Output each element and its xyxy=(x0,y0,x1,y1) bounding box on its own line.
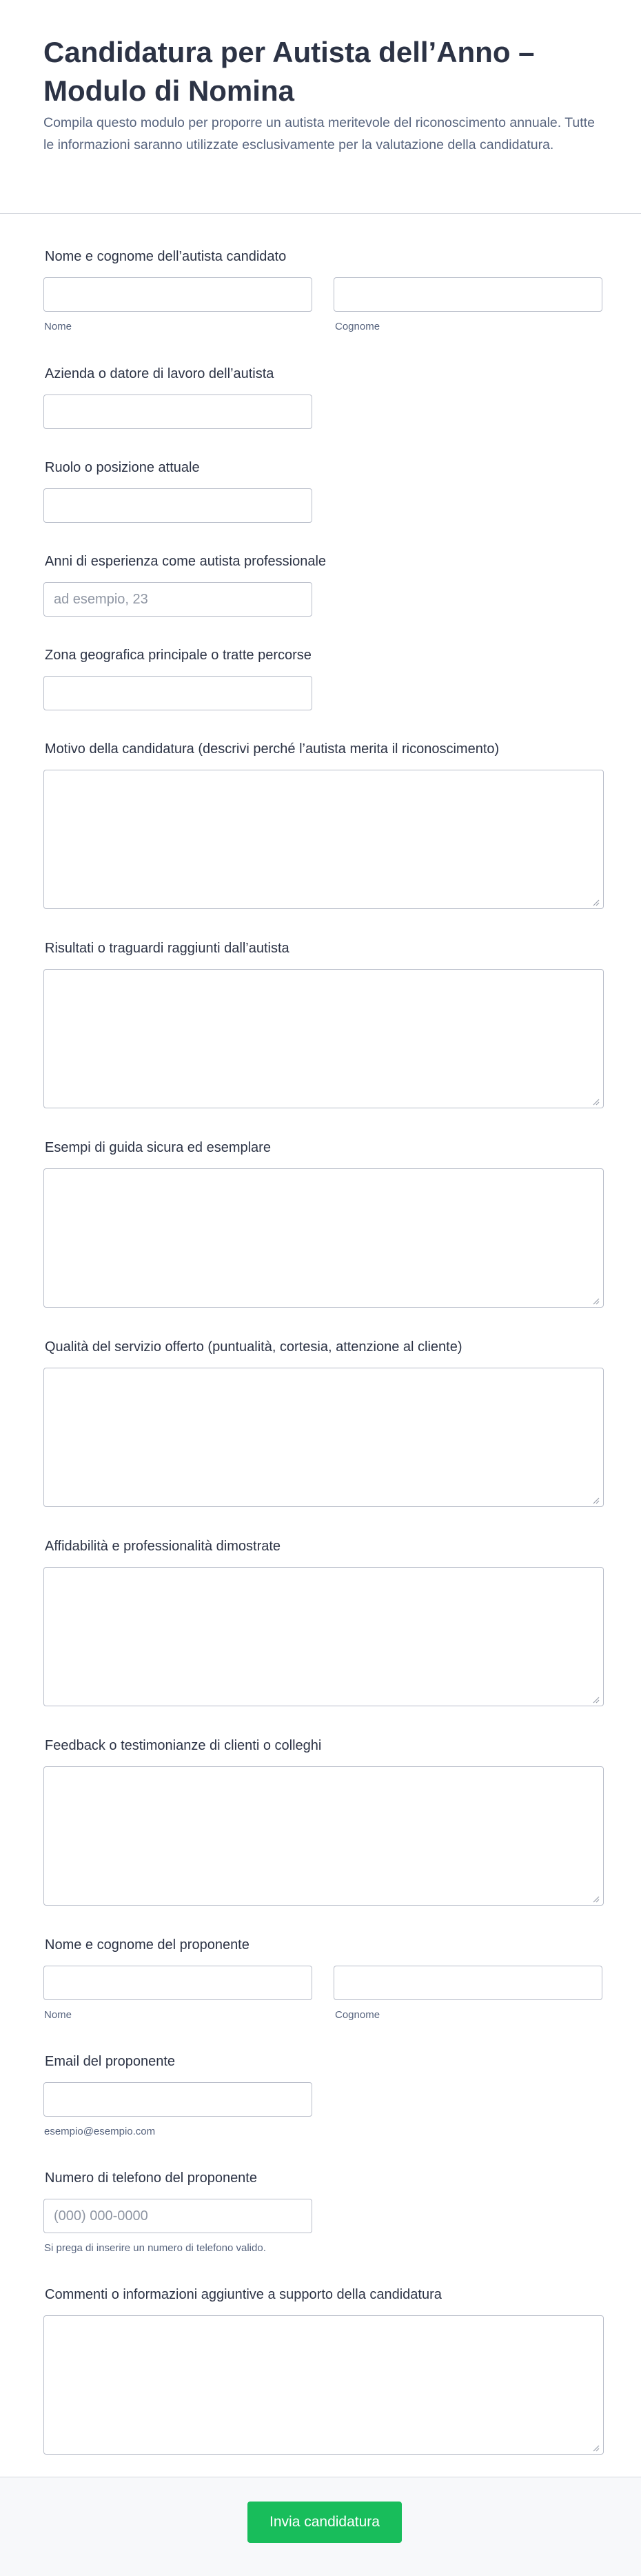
resize-handle-icon[interactable] xyxy=(591,1695,600,1704)
driver-last-name-input[interactable] xyxy=(334,277,602,312)
reliability-textarea[interactable] xyxy=(43,1567,604,1706)
experience-input[interactable] xyxy=(43,582,312,617)
motivation-textarea[interactable] xyxy=(43,770,604,909)
resize-handle-icon[interactable] xyxy=(591,1297,600,1305)
submit-button[interactable]: Invia candidatura xyxy=(247,2502,402,2543)
company-label: Azienda o datore di lavoro dell’autista xyxy=(45,366,274,381)
reliability-label: Affidabilità e professionalità dimostrate xyxy=(45,1539,281,1554)
safe-driving-textarea[interactable] xyxy=(43,1168,604,1308)
proposer-email-sublabel: esempio@esempio.com xyxy=(44,2126,156,2137)
proposer-first-name-input[interactable] xyxy=(43,1966,312,2000)
feedback-label: Feedback o testimonianze di clienti o colleghi xyxy=(45,1738,322,1753)
driver-last-name-sublabel: Cognome xyxy=(335,321,380,332)
resize-handle-icon[interactable] xyxy=(591,1097,600,1106)
proposer-phone-label: Numero di telefono del proponente xyxy=(45,2170,257,2186)
driver-first-name-input[interactable] xyxy=(43,277,312,312)
experience-label: Anni di esperienza come autista professionale xyxy=(45,554,327,569)
resize-handle-icon[interactable] xyxy=(591,1496,600,1504)
proposer-name-label: Nome e cognome del proponente xyxy=(45,1937,250,1953)
form-subtitle: Compila questo modulo per proporre un autista meritevole del riconoscimento annuale. Tutte le informazioni saranno utilizzate esclusivamente per la valutazione della candidatura. xyxy=(43,115,595,152)
proposer-phone-input[interactable] xyxy=(43,2199,312,2233)
resize-handle-icon[interactable] xyxy=(591,1895,600,1903)
results-textarea[interactable] xyxy=(43,969,604,1108)
proposer-email-input[interactable] xyxy=(43,2082,312,2117)
role-label: Ruolo o posizione attuale xyxy=(45,460,200,475)
driver-first-name-sublabel: Nome xyxy=(44,321,72,332)
safe-driving-label: Esempi di guida sicura ed esemplare xyxy=(45,1140,271,1155)
service-quality-textarea[interactable] xyxy=(43,1368,604,1507)
form-footer xyxy=(0,2477,641,2576)
service-quality-label: Qualità del servizio offerto (puntualità, cortesia, attenzione al cliente) xyxy=(45,1339,462,1355)
form-title: Candidatura per Autista dell’Anno – Modulo di Nomina xyxy=(43,36,535,107)
comments-label: Commenti o informazioni aggiuntive a supporto della candidatura xyxy=(45,2287,442,2302)
role-input[interactable] xyxy=(43,488,312,523)
resize-handle-icon[interactable] xyxy=(591,2444,600,2452)
company-input[interactable] xyxy=(43,395,312,429)
feedback-textarea[interactable] xyxy=(43,1766,604,1906)
proposer-phone-sublabel: Si prega di inserire un numero di telefono valido. xyxy=(44,2242,266,2254)
proposer-last-name-input[interactable] xyxy=(334,1966,602,2000)
motivation-label: Motivo della candidatura (descrivi perché l’autista merita il riconoscimento) xyxy=(45,741,500,757)
driver-name-label: Nome e cognome dell’autista candidato xyxy=(45,249,287,264)
proposer-email-label: Email del proponente xyxy=(45,2054,176,2069)
zone-label: Zona geografica principale o tratte percorse xyxy=(45,648,312,663)
form-header xyxy=(0,0,641,214)
proposer-last-name-sublabel: Cognome xyxy=(335,2009,380,2021)
results-label: Risultati o traguardi raggiunti dall’autista xyxy=(45,941,289,956)
resize-handle-icon[interactable] xyxy=(591,898,600,906)
zone-input[interactable] xyxy=(43,676,312,710)
proposer-first-name-sublabel: Nome xyxy=(44,2009,72,2021)
comments-textarea[interactable] xyxy=(43,2315,604,2455)
